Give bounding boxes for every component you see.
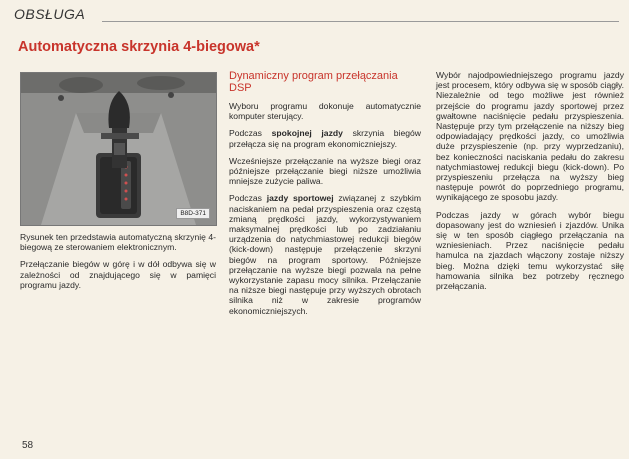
paragraph: Przełączanie biegów w górę i w dół odbywa się w zależności od znajdującego się w pamięci programu jazdy. bbox=[20, 259, 216, 290]
text-run: Podczas bbox=[229, 193, 267, 204]
gear-selector-illustration bbox=[21, 73, 216, 225]
bold-term: spokojnej jazdy bbox=[271, 128, 343, 139]
header-rule bbox=[102, 21, 619, 22]
paragraph: Wyboru programu dokonuje automatycznie komputer sterujący. bbox=[229, 101, 421, 122]
paragraph-calm-driving bbox=[229, 128, 421, 148]
page-title: Automatyczna skrzynia 4-biegowa* bbox=[18, 39, 260, 55]
page-number: 58 bbox=[22, 440, 34, 451]
section-title: OBSŁUGA bbox=[14, 6, 86, 22]
paragraph: Wybór najodpowiedniejszego programu jazdy jest procesem, który odbywa się w sposób ciągły. Niezależnie od tego możliwe jest również przejście do programu jazdy sportowej przez gwałtowne naciśnięcie pedału przyspieszenia. Następuje przy tym przełączenie na niższy bieg odpowiadający prędkości jazdy, co umożliwia duże przyspieszenie (np. przy wyprzedzaniu), bez konieczności naciskania pedału do zakresu natychmiastowej redukcji biegu (kick-down). Po przyspieszeniu przełącza na wyższy bieg następuje powrót do poprzedniego programu, wynikającego ze sposobu jazdy. bbox=[436, 70, 624, 203]
text-run: skrzynia biegów przełącza się na program ekonomiczniejszy. bbox=[229, 128, 422, 149]
gear-selector-figure bbox=[20, 72, 217, 226]
column-middle bbox=[229, 70, 421, 323]
paragraph-sport-driving bbox=[229, 193, 421, 315]
column-left bbox=[20, 232, 216, 297]
figure-caption: Rysunek ten przedstawia automatyczną skrzynię 4-biegową ze sterowaniem elektronicznym. bbox=[20, 232, 216, 253]
text-run: związanej z szybkim naciskaniem na pedał przyspieszenia oraz częstą zmianą prędkości jazdy, wykorzystywaniem maksymalnej prędkości lub po zadziałaniu urządzenia do natychmiastowej redukcji biegów (kick-down) następuje przełączenie skrzyni biegów na program sportowy. Późniejsze przełączanie na wyższe biegi pozwala na pełne wykorzystanie zapasu mocy silnika. Przełączanie na niższe biegi następuje przy wyższych obrotach silnika niż w zakresie programów ekonomiczniejszych. bbox=[229, 193, 422, 316]
figure-code: B8D-371 bbox=[176, 208, 210, 219]
text-run: Podczas bbox=[229, 128, 272, 139]
page-header bbox=[14, 6, 619, 28]
paragraph: Wcześniejsze przełączanie na wyższe biegi oraz późniejsze przełączanie biegi niższe umożliwia mniejsze zużycie paliwa. bbox=[229, 155, 421, 187]
bold-term: jazdy sportowej bbox=[266, 193, 334, 204]
section-heading: Dynamiczny program przełączania DSP bbox=[229, 70, 398, 94]
column-right bbox=[436, 70, 624, 298]
paragraph: Podczas jazdy w górach wybór biegu dopasowany jest do wzniesień i zjazdów. Unika się w ten sposób ciągłego przełączania na wzniesieniach. Przez naciśnięcie pedału hamulca na zjazdach włączony zostaje niższy bieg. Można dzięki temu wykorzystać siłę hamowania silnika bez potrzeby ręcznego przełączania. bbox=[436, 209, 624, 292]
